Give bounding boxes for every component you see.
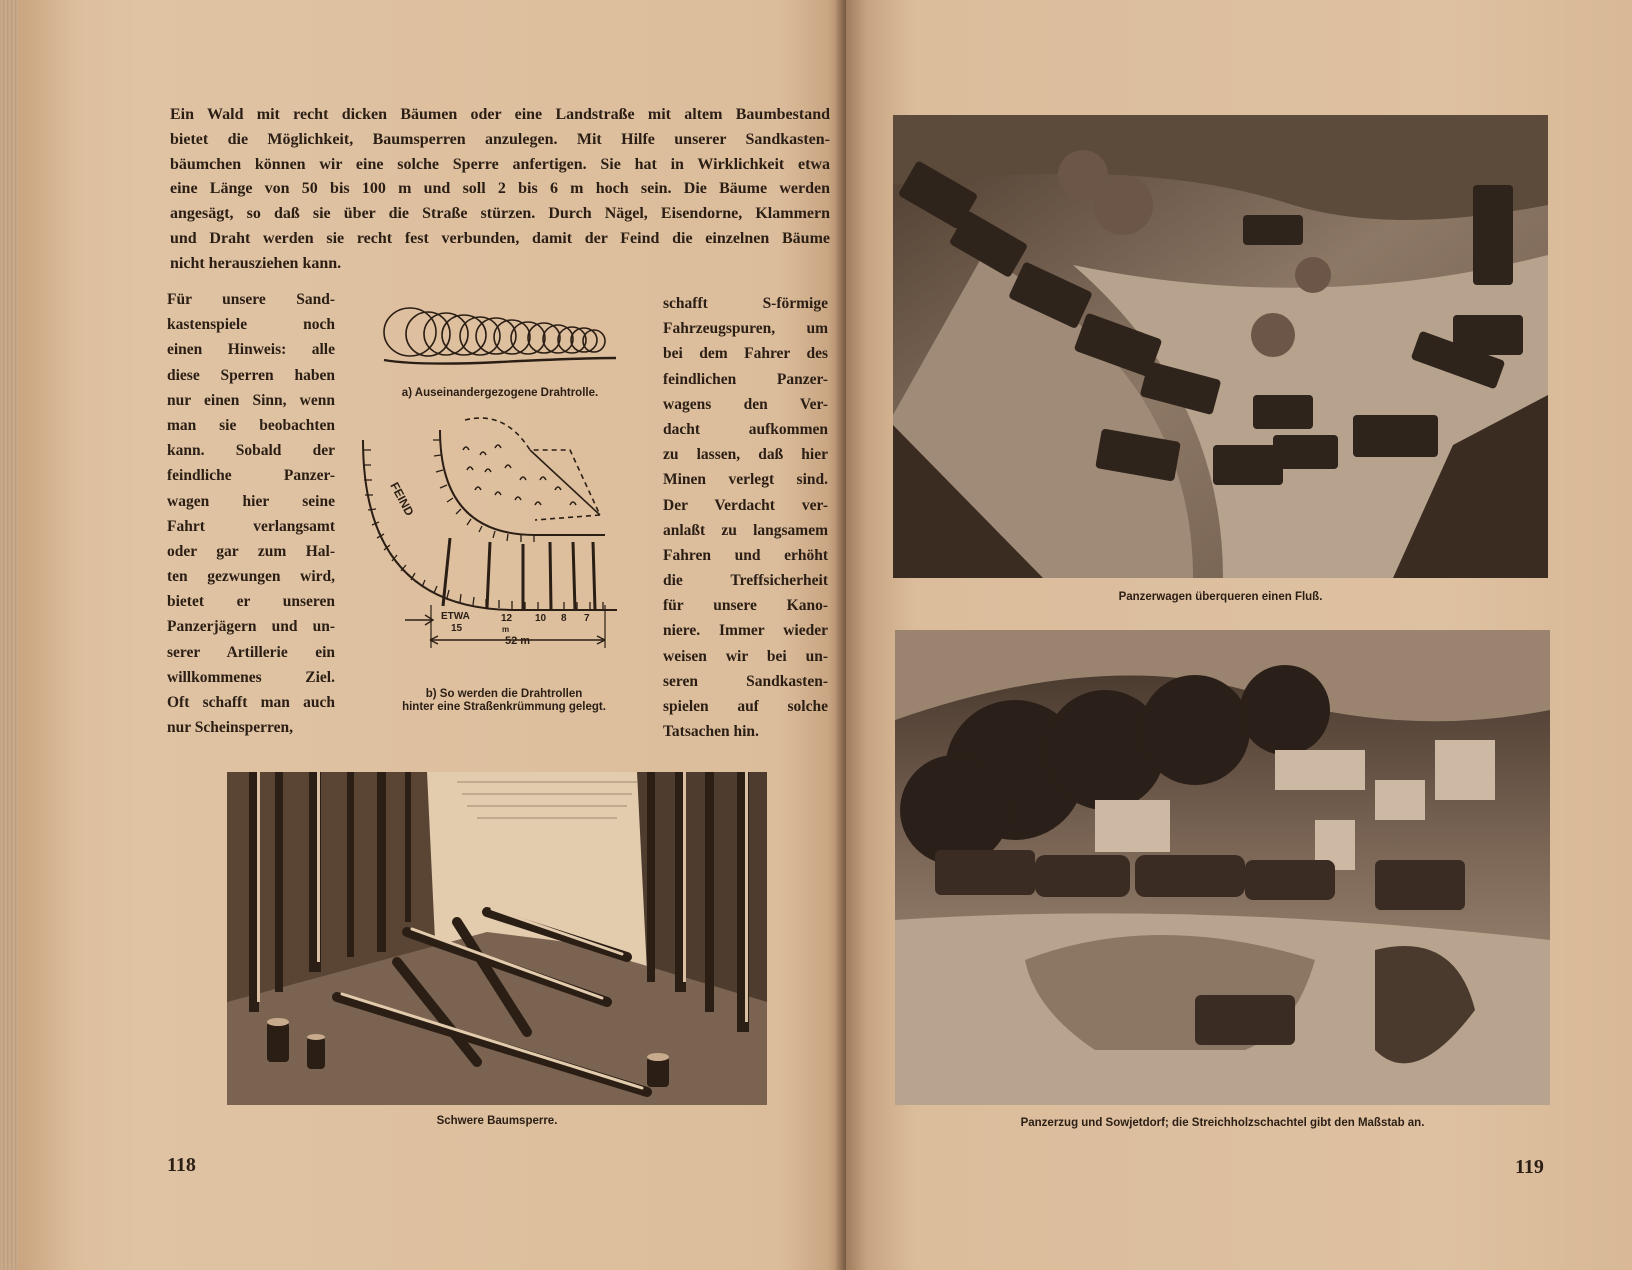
text-line: man sie beobachten [167,416,335,434]
tanks-crossing-river-photo [893,115,1548,578]
text-line: feindlichen Panzer- [663,370,828,388]
text-line: dacht aufkommen [663,420,828,438]
text-line: Panzerjägern und un- [167,618,335,636]
text-line: bäumchen können wir eine solche Sperre anfertigen. Sie hat in Wirklichkeit etwa [170,155,830,173]
text-line: die Treffsicherheit [663,572,828,590]
page-edge [0,0,18,1270]
figure-b-caption [360,688,648,714]
text-line: eine Länge von 50 bis 100 m und soll 2 bis 6 m hoch sein. Die Bäume werden [170,180,830,198]
text-line: Tatsachen hin. [663,723,759,741]
text-line: bietet er unseren [167,593,335,611]
diagram-label-etwa: ETWA [441,611,470,622]
text-line: Fahrt verlangsamt [167,517,335,535]
road-bend-diagram [355,410,635,675]
photo-top-caption: Panzerwagen überqueren einen Fluß. [1118,591,1323,603]
tree-barrier-drawing [227,772,767,1105]
tanks-river-scene [893,115,1548,578]
text-line: Oft schafft man auch [167,694,335,711]
text-line: Ein Wald mit recht dicken Bäumen oder eine Landstraße mit altem Baumbestand [170,106,830,123]
figure-b-caption-line2: hinter eine Straßenkrümmung gelegt. [402,701,606,713]
diagram-label-8: 8 [561,613,567,624]
text-line: serer Artillerie ein [167,643,335,661]
text-line: wagens den Ver- [663,395,828,413]
text-line: Für unsere Sand- [167,291,335,308]
text-line: anlaßt zu langsamem [663,521,828,539]
armored-train-scene [895,630,1550,1105]
diagram-unit: m [502,625,510,634]
text-line: Fahrzeugspuren, um [663,320,828,338]
armored-train-village-photo [895,630,1550,1105]
figure-a-caption: a) Auseinandergezogene Drahtrolle. [401,387,599,399]
text-line: wagen hier seine [167,492,335,510]
wire-coil-drawing [380,300,620,380]
text-line: bietet die Möglichkeit, Baumsperren anzulegen. Mit Hilfe unserer Sandkasten- [170,130,830,148]
photo-bottom-caption: Panzerzug und Sowjetdorf; die Streichholzschachtel gibt den Maßstab an. [1020,1117,1425,1129]
text-line: angesägt, so daß sie über die Straße stürzen. Durch Nägel, Eisendorne, Klammern [170,205,830,223]
diagram-label-15: 15 [451,623,463,634]
text-line: nicht herausziehen kann. [170,254,342,272]
text-line: willkommenes Ziel. [167,668,335,686]
diagram-label-total: 52 m [505,635,531,647]
tree-barrier-illustration [227,772,767,1105]
text-line: kann. Sobald der [167,442,335,460]
wire-coil-figure [380,300,620,380]
left-text-column [167,288,335,741]
text-line: zu lassen, daß hier [663,446,828,464]
figure-b-caption-line1: b) So werden die Drahtrollen [425,688,583,700]
text-line: niere. Immer wieder [663,622,828,640]
text-line: schafft S-förmige [663,295,828,312]
diagram-label-7: 7 [584,613,590,624]
diagram-label-feind: FEIND [387,479,417,519]
left-page-number: 118 [167,1154,196,1176]
right-page-number: 119 [1515,1156,1544,1178]
text-line: oder gar zum Hal- [167,542,335,560]
diagram-label-12: 12 [501,613,513,624]
illustration-caption: Schwere Baumsperre. [436,1115,558,1127]
diagram-label-10: 10 [535,613,547,624]
text-line: diese Sperren haben [167,366,335,384]
road-bend-drawing [355,410,635,675]
text-line: und Draht werden sie recht fest verbunden, damit der Feind die einzelnen Bäume [170,229,830,247]
text-line: weisen wir bei un- [663,647,828,665]
text-line: ten gezwungen wird, [167,568,335,586]
text-line: feindliche Panzer- [167,467,335,485]
text-line: Minen verlegt sind. [663,471,828,489]
text-line: nur Scheinsperren, [167,719,294,737]
text-line: bei dem Fahrer des [663,345,828,363]
text-line: seren Sandkasten- [663,672,828,690]
intro-paragraph [170,103,830,277]
text-line: für unsere Kano- [663,597,828,615]
text-line: spielen auf solche [663,698,828,715]
text-line: einen Hinweis: alle [167,341,335,359]
text-line: kastenspiele noch [167,316,335,334]
text-line: nur einen Sinn, wenn [167,391,335,409]
right-text-column [663,292,828,745]
text-line: Der Verdacht ver- [663,496,828,514]
text-line: Fahren und erhöht [663,546,828,564]
